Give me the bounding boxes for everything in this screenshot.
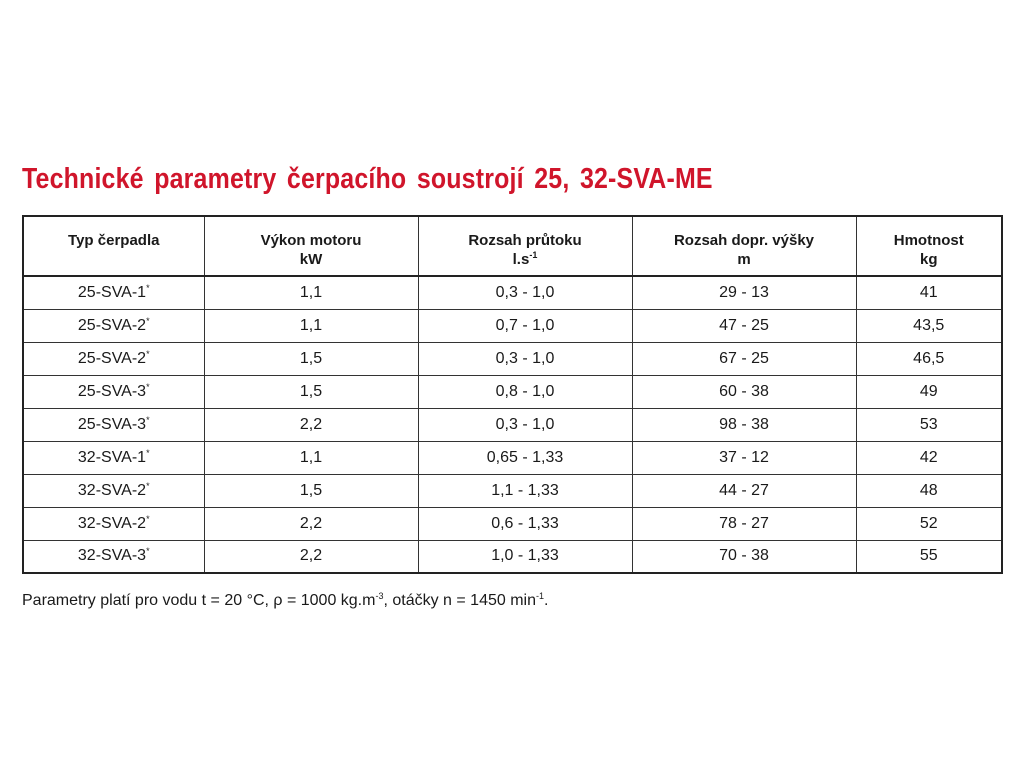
footnote-exponent-2: -1 <box>536 591 545 601</box>
header-weight-label: Hmotnost <box>893 232 964 249</box>
footnote-text <box>22 590 548 612</box>
header-motor-power-unit: kW <box>299 251 323 268</box>
footnote-mark: * <box>146 381 150 392</box>
header-head-range <box>632 216 856 276</box>
cell-pump-type <box>23 375 204 408</box>
pump-type-text: 32-SVA-2 <box>77 514 147 532</box>
cell-flow-range: 0,65 - 1,33 <box>418 441 632 474</box>
pump-type-text: 32-SVA-2 <box>77 481 147 499</box>
cell-head-range: 29 - 13 <box>632 276 856 309</box>
header-pump-type <box>23 216 204 276</box>
cell-weight: 48 <box>856 474 1002 507</box>
cell-head-range: 47 - 25 <box>632 309 856 342</box>
cell-motor-power: 2,2 <box>204 408 418 441</box>
cell-pump-type <box>23 276 204 309</box>
cell-pump-type <box>23 342 204 375</box>
footnote-part-3: . <box>544 592 549 609</box>
cell-flow-range: 0,7 - 1,0 <box>418 309 632 342</box>
cell-weight: 41 <box>856 276 1002 309</box>
pump-type-text: 25-SVA-2 <box>77 349 147 367</box>
header-flow-range-unit-exponent: -1 <box>529 250 538 260</box>
cell-motor-power: 1,5 <box>204 342 418 375</box>
cell-head-range: 78 - 27 <box>632 507 856 540</box>
pump-type-text: 25-SVA-3 <box>77 415 147 433</box>
table-row <box>23 507 1002 540</box>
header-flow-range-unit-base: l.s <box>512 251 530 268</box>
cell-motor-power: 2,2 <box>204 507 418 540</box>
pump-type-text: 25-SVA-3 <box>77 382 147 400</box>
page-title: Technické parametry čerpacího soustrojí 25, 32-SVA-ME <box>22 163 713 195</box>
parameters-table <box>22 215 1003 574</box>
table-row <box>23 375 1002 408</box>
footnote-exponent-1: -3 <box>375 591 384 601</box>
cell-head-range: 70 - 38 <box>632 540 856 573</box>
footnote-mark: * <box>146 348 150 359</box>
footnote-part-1: Parametry platí pro vodu t = 20 °C, ρ = 1000 kg.m <box>22 592 376 609</box>
cell-head-range: 37 - 12 <box>632 441 856 474</box>
cell-flow-range: 0,6 - 1,33 <box>418 507 632 540</box>
cell-weight: 46,5 <box>856 342 1002 375</box>
cell-weight: 42 <box>856 441 1002 474</box>
header-flow-range-label: Rozsah průtoku <box>468 232 582 249</box>
cell-pump-type <box>23 441 204 474</box>
header-weight-unit: kg <box>919 251 938 268</box>
header-weight <box>856 216 1002 276</box>
cell-flow-range: 0,3 - 1,0 <box>418 276 632 309</box>
table-row <box>23 342 1002 375</box>
cell-head-range: 67 - 25 <box>632 342 856 375</box>
footnote-mark: * <box>146 546 150 557</box>
table-row <box>23 540 1002 573</box>
cell-pump-type <box>23 507 204 540</box>
header-motor-power-label: Výkon motoru <box>260 232 362 249</box>
cell-weight: 43,5 <box>856 309 1002 342</box>
cell-weight: 55 <box>856 540 1002 573</box>
cell-pump-type <box>23 540 204 573</box>
cell-motor-power: 1,5 <box>204 474 418 507</box>
footnote-part-2: , otáčky n = 1450 min <box>383 592 536 609</box>
cell-flow-range: 1,1 - 1,33 <box>418 474 632 507</box>
footnote-mark: * <box>146 282 150 293</box>
cell-weight: 53 <box>856 408 1002 441</box>
footnote-mark: * <box>146 414 150 425</box>
cell-motor-power: 1,1 <box>204 309 418 342</box>
header-head-range-unit: m <box>737 251 751 268</box>
header-pump-type-label: Typ čerpadla <box>68 232 160 249</box>
pump-type-text: 32-SVA-3 <box>77 547 147 565</box>
table-row <box>23 474 1002 507</box>
pump-type-text: 25-SVA-2 <box>77 316 147 334</box>
cell-flow-range: 0,8 - 1,0 <box>418 375 632 408</box>
pump-type-text: 32-SVA-1 <box>77 448 147 466</box>
cell-weight: 52 <box>856 507 1002 540</box>
cell-pump-type <box>23 309 204 342</box>
table-row <box>23 309 1002 342</box>
footnote-mark: * <box>146 447 150 458</box>
cell-flow-range: 1,0 - 1,33 <box>418 540 632 573</box>
cell-head-range: 60 - 38 <box>632 375 856 408</box>
footnote-mark: * <box>146 480 150 491</box>
footnote-mark: * <box>146 513 150 524</box>
header-flow-range-unit <box>419 250 632 269</box>
table-header-row <box>23 216 1002 276</box>
header-motor-power <box>204 216 418 276</box>
table-row <box>23 276 1002 309</box>
cell-flow-range: 0,3 - 1,0 <box>418 342 632 375</box>
cell-head-range: 44 - 27 <box>632 474 856 507</box>
cell-motor-power: 1,1 <box>204 441 418 474</box>
table-row <box>23 441 1002 474</box>
table-row <box>23 408 1002 441</box>
cell-pump-type <box>23 408 204 441</box>
cell-head-range: 98 - 38 <box>632 408 856 441</box>
cell-weight: 49 <box>856 375 1002 408</box>
cell-motor-power: 2,2 <box>204 540 418 573</box>
cell-motor-power: 1,1 <box>204 276 418 309</box>
cell-motor-power: 1,5 <box>204 375 418 408</box>
cell-flow-range: 0,3 - 1,0 <box>418 408 632 441</box>
header-flow-range <box>418 216 632 276</box>
cell-pump-type <box>23 474 204 507</box>
pump-type-text: 25-SVA-1 <box>77 283 147 301</box>
footnote-mark: * <box>146 315 150 326</box>
header-head-range-label: Rozsah dopr. výšky <box>673 232 815 249</box>
